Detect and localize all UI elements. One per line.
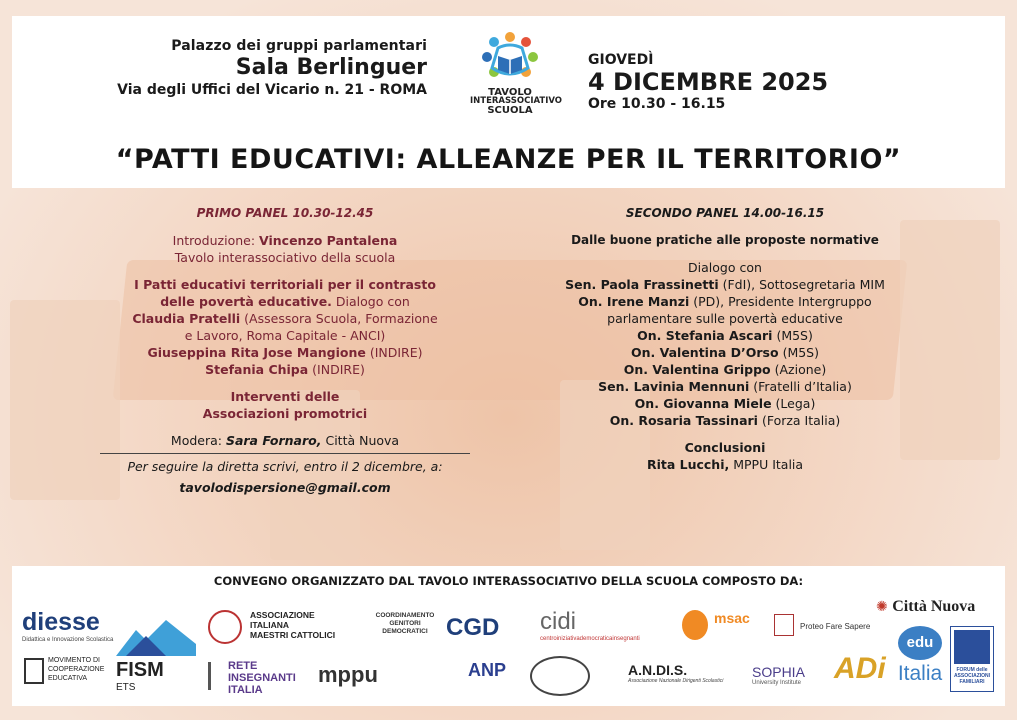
- intro-line: [95, 232, 475, 249]
- date-time: Ore 10.30 - 16.15: [588, 96, 726, 112]
- venue-block: [67, 38, 427, 98]
- speaker-row: [530, 395, 920, 412]
- venue-address: Via degli Uffici del Vicario n. 21 - ROMA: [117, 82, 427, 98]
- edu-logo: [892, 626, 948, 686]
- rete-line3: ITALIA: [228, 684, 263, 696]
- fism-wordmark: FISM: [116, 659, 164, 681]
- rete-line2: INSEGNANTI: [228, 672, 296, 684]
- moderator-label: Modera:: [170, 433, 226, 448]
- anp-wordmark: ANP: [467, 660, 506, 680]
- diesse-wordmark: diesse: [22, 608, 100, 636]
- speaker-name: Sen. Lavinia Mennuni: [598, 379, 750, 394]
- aimc-icon: [208, 610, 242, 644]
- speaker-row: [530, 344, 920, 361]
- aimc-line3: MAESTRI CATTOLICI: [250, 630, 336, 640]
- topic-bold: delle povertà educative.: [160, 294, 332, 309]
- logo-line3: SCUOLA: [487, 105, 533, 116]
- divider: [100, 453, 470, 454]
- speaker-row: [530, 412, 920, 429]
- speaker-name: On. Valentina Grippo: [623, 362, 771, 377]
- contact-email[interactable]: tavolodispersione@gmail.com: [179, 480, 391, 495]
- speaker-name: Giuseppina Rita Jose Mangione: [147, 345, 366, 360]
- andis-wordmark: A.N.DI.S.: [628, 662, 688, 678]
- cidi-wordmark: cidi: [540, 608, 577, 635]
- rete-line1: RETE: [228, 660, 258, 672]
- speaker-role: (INDIRE): [308, 362, 365, 377]
- closer-org: MPPU Italia: [729, 457, 804, 472]
- intro-role: Tavolo interassociativo della scuola: [174, 250, 396, 265]
- speaker-row: [530, 361, 920, 378]
- speaker-row: [530, 293, 920, 310]
- date-day: GIOVEDÌ: [588, 52, 654, 68]
- speaker-role: (M5S): [778, 345, 819, 360]
- speaker-list: [530, 276, 920, 429]
- speaker-pratelli: [95, 310, 475, 327]
- mce-line1: MOVIMENTO DI: [48, 657, 100, 664]
- speaker-role: (Lega): [771, 396, 816, 411]
- speaker-role: (INDIRE): [365, 345, 423, 360]
- andis-subtitle: Associazione Nazionale Dirigenti Scolastici: [628, 678, 724, 684]
- edu-wordmark: edu: [898, 626, 942, 660]
- panel-1-heading: PRIMO PANEL 10.30-12.45: [196, 206, 374, 220]
- speaker-role: (Forza Italia): [757, 413, 841, 428]
- panel-2: [530, 205, 920, 473]
- date-full: 4 DICEMBRE 2025: [588, 68, 829, 96]
- speaker-name: Claudia Pratelli: [132, 311, 241, 326]
- fism-ets: ETS: [116, 682, 136, 693]
- venue-hall: Sala Berlinguer: [235, 55, 427, 80]
- proteo-logo: [774, 614, 894, 631]
- intro-label: Introduzione:: [172, 233, 260, 248]
- fism-icon: [116, 616, 196, 656]
- interventi-line2: Associazioni promotrici: [202, 406, 368, 421]
- follow-text: Per seguire la diretta scrivi, entro il 2 dicembre, a:: [127, 459, 443, 474]
- cgd-line2: GENITORI: [389, 620, 421, 627]
- intro-name: Vincenzo Pantalena: [259, 233, 398, 248]
- tavolo-logo-icon: [478, 28, 542, 88]
- speaker-name: Stefania Chipa: [205, 362, 309, 377]
- cidi-logo: [540, 608, 680, 642]
- cgd-wordmark: CGD: [446, 614, 500, 641]
- speaker-role: (PD), Presidente Intergruppo: [689, 294, 872, 309]
- forum-wordmark: FORUM delle ASSOCIAZIONI FAMILIARI: [953, 667, 991, 685]
- moderator-name: Sara Fornaro,: [225, 433, 322, 448]
- cgd-line1: COORDINAMENTO: [375, 612, 435, 619]
- aimc-line2: ITALIANA: [250, 620, 290, 630]
- mce-icon: [24, 658, 44, 684]
- cidi-subtitle: centroiniziativademocraticainsegnanti: [540, 636, 640, 642]
- speaker-name: On. Valentina D’Orso: [630, 345, 779, 360]
- speaker-role: (Azione): [770, 362, 827, 377]
- cgd-line3: DEMOCRATICI: [382, 628, 428, 635]
- speaker-role: parlamentare sulle povertà educative: [607, 311, 843, 326]
- citta-nuova-logo: [876, 598, 1006, 616]
- speaker-role: (FdI), Sottosegretaria MIM: [718, 277, 885, 292]
- speaker-pratelli-role2: e Lavoro, Roma Capitale - ANCI): [184, 328, 386, 343]
- citta-nuova-icon: ✺: [876, 598, 888, 614]
- speaker-row: [530, 378, 920, 395]
- topic-line1: I Patti educativi territoriali per il contrasto: [134, 277, 436, 292]
- adi-wordmark: ADi: [834, 652, 886, 685]
- andis-logo: [628, 662, 728, 684]
- interventi-line1: Interventi delle: [230, 389, 340, 404]
- sophia-logo: [732, 664, 832, 686]
- msac-icon: [682, 610, 708, 640]
- venue-line1: Palazzo dei gruppi parlamentari: [171, 38, 427, 54]
- speaker-role: (M5S): [772, 328, 813, 343]
- edu-italia: Italia: [897, 662, 943, 685]
- panel-1: [95, 205, 475, 496]
- anp-logo: [454, 660, 520, 681]
- mce-line3: EDUCATIVA: [48, 675, 88, 682]
- moderator-line: [95, 432, 475, 449]
- conclusioni-label: Conclusioni: [684, 440, 766, 455]
- mce-line2: COOPERAZIONE: [48, 666, 105, 673]
- sophia-subtitle: University Institute: [752, 680, 802, 686]
- speaker-row: [530, 327, 920, 344]
- topic-dialogo: Dialogo con: [331, 294, 410, 309]
- speaker-chipa: [95, 361, 475, 378]
- moderator-org: Città Nuova: [321, 433, 400, 448]
- mppu-wordmark: mppu: [318, 662, 378, 687]
- topic-line2: [95, 293, 475, 310]
- closer-name: Rita Lucchi,: [646, 457, 730, 472]
- event-title: “PATTI EDUCATIVI: ALLEANZE PER IL TERRITORIO”: [115, 144, 902, 175]
- sophia-wordmark: SOPHIA: [752, 664, 805, 680]
- proteo-icon: [774, 614, 794, 636]
- speaker-name: On. Stefania Ascari: [637, 328, 773, 343]
- speaker-name: On. Giovanna Miele: [634, 396, 772, 411]
- aimc-logo: [208, 610, 358, 640]
- panel-2-subtitle: Dalle buone pratiche alle proposte normative: [571, 233, 879, 247]
- aimc-line1: ASSOCIAZIONE: [250, 610, 315, 620]
- speaker-role: (Fratelli d’Italia): [749, 379, 852, 394]
- tavolo-logo: [470, 28, 563, 120]
- rete-icon: [208, 662, 222, 690]
- forum-logo: [950, 626, 994, 692]
- diesse-subtitle: Didattica e Innovazione Scolastica: [22, 637, 114, 643]
- organizers-title: CONVEGNO ORGANIZZATO DAL TAVOLO INTERASSOCIATIVO DELLA SCUOLA COMPOSTO DA:: [213, 574, 804, 588]
- speaker-row: [530, 276, 920, 293]
- logo-line1: TAVOLO: [488, 87, 532, 98]
- emblem-logo: [530, 656, 590, 696]
- mppu-logo: [318, 662, 448, 688]
- adi-logo: [834, 652, 884, 686]
- date-block: [588, 52, 828, 112]
- speaker-role: (Assessora Scuola, Formazione: [240, 311, 438, 326]
- speaker-name: On. Rosaria Tassinari: [609, 413, 758, 428]
- cgd-logo: [368, 612, 528, 641]
- speaker-mangione: [95, 344, 475, 361]
- speaker-name: Sen. Paola Frassinetti: [565, 277, 719, 292]
- closer-line: [530, 456, 920, 473]
- speaker-row: [530, 310, 920, 327]
- fism-logo: [116, 616, 200, 693]
- rete-logo: [208, 660, 328, 696]
- msac-logo: [682, 610, 762, 626]
- proteo-wordmark: Proteo Fare Sapere: [800, 622, 871, 631]
- panel-2-heading: SECONDO PANEL 14.00-16.15: [625, 206, 825, 220]
- forum-icon: [954, 630, 990, 664]
- dialogo-label: Dialogo con: [688, 260, 762, 275]
- logo-line2: INTERASSOCIATIVO: [470, 96, 563, 106]
- mce-logo: [24, 656, 104, 683]
- citta-nuova-wordmark: Città Nuova: [892, 598, 976, 615]
- msac-wordmark: msac: [714, 610, 750, 626]
- speaker-name: On. Irene Manzi: [578, 294, 690, 309]
